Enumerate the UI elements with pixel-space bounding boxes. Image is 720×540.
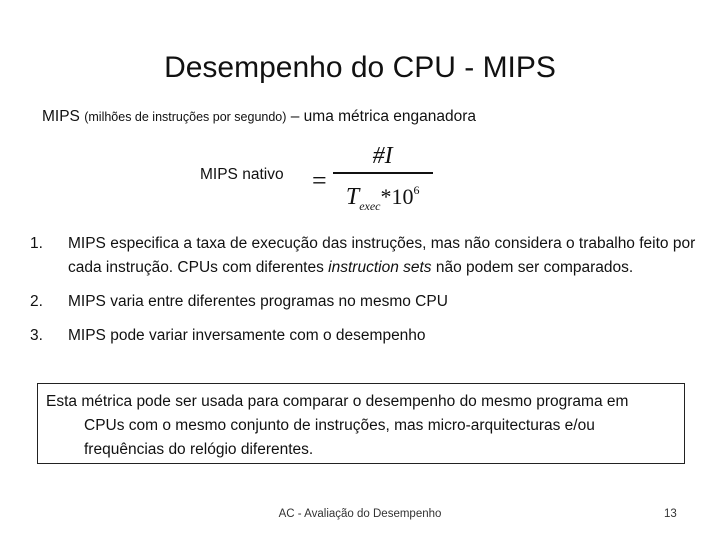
subtitle-lead: MIPS bbox=[42, 108, 80, 125]
subtitle bbox=[42, 108, 476, 126]
slide-footer: AC - Avaliação do Desempenho bbox=[278, 508, 442, 520]
list-item-text: MIPS pode variar inversamente com o desempenho bbox=[68, 327, 426, 344]
list-item bbox=[30, 232, 700, 280]
mips-formula bbox=[312, 143, 433, 214]
list-item-number: 2. bbox=[30, 293, 43, 310]
formula-equals: = bbox=[312, 166, 327, 195]
note-line-1: Esta métrica pode ser usada para comparar o desempenho do mesmo programa em bbox=[46, 393, 629, 410]
formula-fraction bbox=[333, 142, 433, 220]
denominator-mult: *10 bbox=[380, 183, 414, 209]
list-item-text-a: MIPS especifica a taxa de execução das instruções, mas não considera o trabalho feito por cada instrução. CPUs com diferentes bbox=[68, 235, 696, 276]
list-item-text-b: não podem ser comparados. bbox=[431, 259, 634, 276]
subtitle-tail: – uma métrica enganadora bbox=[290, 108, 476, 125]
list-item bbox=[30, 290, 700, 314]
denominator-exp: 6 bbox=[413, 182, 420, 197]
denominator-sub: exec bbox=[359, 198, 381, 213]
list-item bbox=[30, 324, 700, 348]
list-item-text bbox=[68, 232, 700, 280]
fraction-bar bbox=[333, 172, 433, 174]
formula-denominator bbox=[346, 176, 420, 220]
page-number: 13 bbox=[664, 508, 677, 520]
formula-numerator: #I bbox=[372, 143, 393, 170]
list-item-text: MIPS varia entre diferentes programas no mesmo CPU bbox=[68, 293, 448, 310]
note-box bbox=[37, 383, 685, 464]
list-item-number: 1. bbox=[30, 235, 43, 252]
slide-title: Desempenho do CPU - MIPS bbox=[164, 51, 556, 84]
subtitle-parenthetical: (milhões de instruções por segundo) bbox=[84, 110, 287, 124]
denominator-t: T bbox=[345, 183, 360, 210]
formula-label: MIPS nativo bbox=[200, 166, 284, 183]
numbered-list bbox=[30, 232, 700, 358]
list-item-emphasis: instruction sets bbox=[328, 259, 432, 276]
list-item-number: 3. bbox=[30, 327, 43, 344]
note-line-3: frequências do relógio diferentes. bbox=[84, 441, 314, 458]
note-line-2: CPUs com o mesmo conjunto de instruções, mas micro-arquitecturas e/ou bbox=[84, 417, 595, 434]
